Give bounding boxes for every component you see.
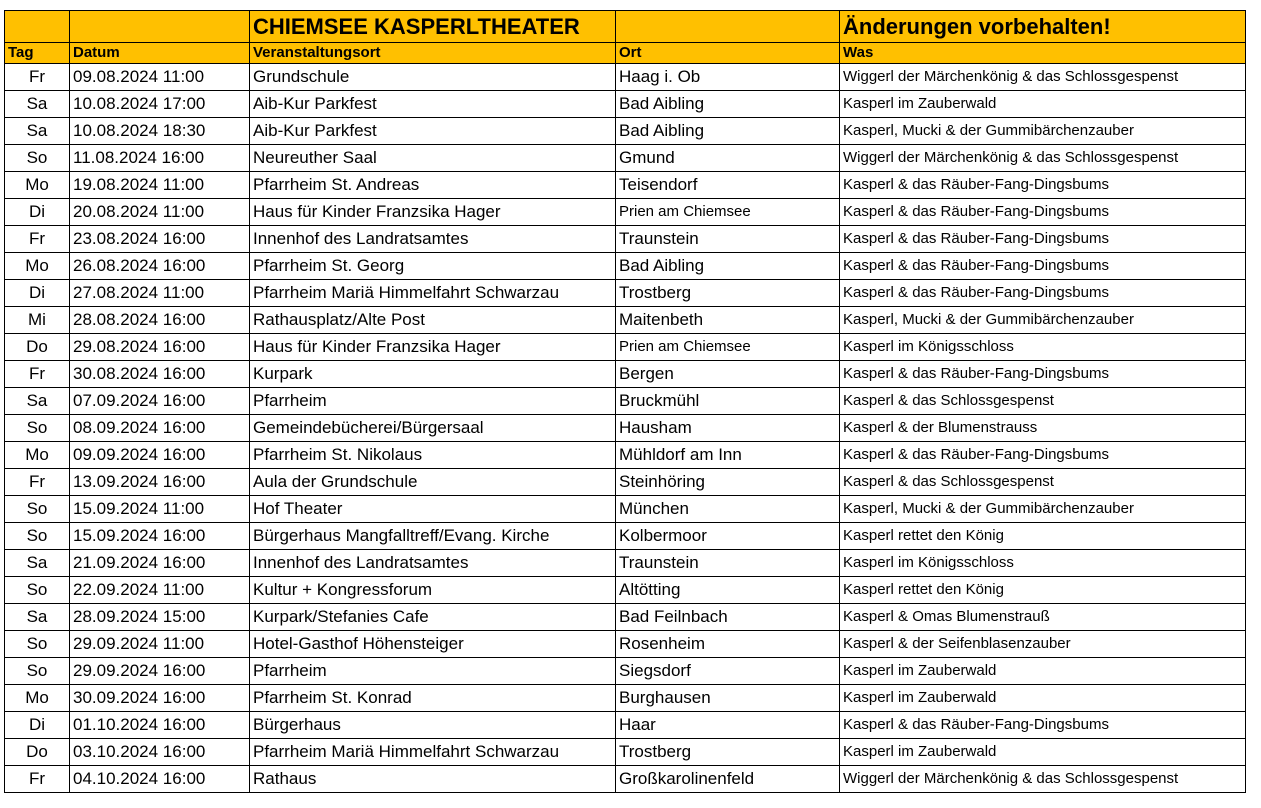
cell-datum[interactable]: 15.09.2024 16:00: [70, 523, 250, 550]
header-was[interactable]: Was: [840, 43, 1246, 64]
cell-datum[interactable]: 03.10.2024 16:00: [70, 739, 250, 766]
cell-veranstaltungsort[interactable]: Grundschule: [250, 64, 616, 91]
cell-ort[interactable]: Gmund: [616, 145, 840, 172]
cell-was[interactable]: Kasperl & das Räuber-Fang-Dingsbums: [840, 442, 1246, 469]
title-blank-cell[interactable]: [616, 11, 840, 43]
table-row: [5, 64, 1246, 91]
cell-veranstaltungsort[interactable]: Gemeindebücherei/Bürgersaal: [250, 415, 616, 442]
cell-ort[interactable]: Kolbermoor: [616, 523, 840, 550]
cell-was[interactable]: Kasperl & das Räuber-Fang-Dingsbums: [840, 712, 1246, 739]
table-row: [5, 307, 1246, 334]
cell-ort[interactable]: Steinhöring: [616, 469, 840, 496]
table-row: [5, 739, 1246, 766]
cell-tag[interactable]: Mo: [5, 685, 70, 712]
cell-tag[interactable]: Sa: [5, 118, 70, 145]
cell-was[interactable]: Kasperl & der Blumenstrauss: [840, 415, 1246, 442]
cell-datum[interactable]: 29.08.2024 16:00: [70, 334, 250, 361]
table-row: [5, 496, 1246, 523]
cell-was[interactable]: Kasperl im Zauberwald: [840, 685, 1246, 712]
cell-veranstaltungsort[interactable]: Kurpark: [250, 361, 616, 388]
cell-ort[interactable]: Haar: [616, 712, 840, 739]
cell-tag[interactable]: Sa: [5, 91, 70, 118]
cell-was[interactable]: Kasperl im Zauberwald: [840, 91, 1246, 118]
cell-ort[interactable]: Trostberg: [616, 739, 840, 766]
cell-tag[interactable]: Fr: [5, 766, 70, 793]
cell-tag[interactable]: So: [5, 577, 70, 604]
cell-tag[interactable]: Di: [5, 712, 70, 739]
cell-ort[interactable]: Bergen: [616, 361, 840, 388]
cell-was[interactable]: Wiggerl der Märchenkönig & das Schlossgespenst: [840, 145, 1246, 172]
cell-veranstaltungsort[interactable]: Innenhof des Landratsamtes: [250, 226, 616, 253]
cell-was[interactable]: Wiggerl der Märchenkönig & das Schlossgespenst: [840, 766, 1246, 793]
cell-veranstaltungsort[interactable]: Kultur + Kongressforum: [250, 577, 616, 604]
cell-veranstaltungsort[interactable]: Pfarrheim St. Georg: [250, 253, 616, 280]
cell-ort[interactable]: Bad Aibling: [616, 91, 840, 118]
header-ort[interactable]: Ort: [616, 43, 840, 64]
cell-veranstaltungsort[interactable]: Rathausplatz/Alte Post: [250, 307, 616, 334]
cell-datum[interactable]: 30.09.2024 16:00: [70, 685, 250, 712]
cell-was[interactable]: Kasperl & das Räuber-Fang-Dingsbums: [840, 226, 1246, 253]
cell-was[interactable]: Kasperl rettet den König: [840, 523, 1246, 550]
table-row: [5, 415, 1246, 442]
cell-tag[interactable]: Fr: [5, 361, 70, 388]
cell-datum[interactable]: 29.09.2024 16:00: [70, 658, 250, 685]
table-row: [5, 388, 1246, 415]
cell-ort[interactable]: Teisendorf: [616, 172, 840, 199]
cell-was[interactable]: Kasperl & der Seifenblasenzauber: [840, 631, 1246, 658]
cell-tag[interactable]: So: [5, 496, 70, 523]
cell-tag[interactable]: Sa: [5, 604, 70, 631]
cell-datum[interactable]: 28.09.2024 15:00: [70, 604, 250, 631]
cell-tag[interactable]: Di: [5, 199, 70, 226]
cell-was[interactable]: Kasperl & das Räuber-Fang-Dingsbums: [840, 280, 1246, 307]
cell-tag[interactable]: Sa: [5, 550, 70, 577]
table-row: [5, 469, 1246, 496]
cell-tag[interactable]: Mi: [5, 307, 70, 334]
cell-veranstaltungsort[interactable]: Haus für Kinder Franzsika Hager: [250, 199, 616, 226]
cell-was[interactable]: Wiggerl der Märchenkönig & das Schlossgespenst: [840, 64, 1246, 91]
table-row: [5, 523, 1246, 550]
cell-was[interactable]: Kasperl im Zauberwald: [840, 739, 1246, 766]
cell-datum[interactable]: 27.08.2024 11:00: [70, 280, 250, 307]
table-row: [5, 685, 1246, 712]
cell-tag[interactable]: Fr: [5, 226, 70, 253]
cell-datum[interactable]: 20.08.2024 11:00: [70, 199, 250, 226]
table-row: [5, 550, 1246, 577]
table-row: [5, 766, 1246, 793]
cell-tag[interactable]: So: [5, 523, 70, 550]
cell-ort[interactable]: Prien am Chiemsee: [616, 199, 840, 226]
title-blank-cell[interactable]: [5, 11, 70, 43]
cell-veranstaltungsort[interactable]: Bürgerhaus Mangfalltreff/Evang. Kirche: [250, 523, 616, 550]
cell-ort[interactable]: Prien am Chiemsee: [616, 334, 840, 361]
cell-ort[interactable]: Mühldorf am Inn: [616, 442, 840, 469]
cell-veranstaltungsort[interactable]: Neureuther Saal: [250, 145, 616, 172]
cell-veranstaltungsort[interactable]: Aib-Kur Parkfest: [250, 118, 616, 145]
cell-tag[interactable]: Fr: [5, 64, 70, 91]
cell-veranstaltungsort[interactable]: Pfarrheim: [250, 658, 616, 685]
title-blank-cell[interactable]: [70, 11, 250, 43]
table-row: [5, 226, 1246, 253]
cell-ort[interactable]: Großkarolinenfeld: [616, 766, 840, 793]
cell-veranstaltungsort[interactable]: Rathaus: [250, 766, 616, 793]
cell-was[interactable]: Kasperl & das Räuber-Fang-Dingsbums: [840, 172, 1246, 199]
cell-was[interactable]: Kasperl, Mucki & der Gummibärchenzauber: [840, 496, 1246, 523]
cell-was[interactable]: Kasperl & das Räuber-Fang-Dingsbums: [840, 199, 1246, 226]
cell-tag[interactable]: Fr: [5, 469, 70, 496]
cell-datum[interactable]: 08.09.2024 16:00: [70, 415, 250, 442]
table-row: [5, 604, 1246, 631]
cell-ort[interactable]: Rosenheim: [616, 631, 840, 658]
cell-was[interactable]: Kasperl & das Schlossgespenst: [840, 388, 1246, 415]
cell-datum[interactable]: 29.09.2024 11:00: [70, 631, 250, 658]
table-row: [5, 442, 1246, 469]
cell-was[interactable]: Kasperl & das Räuber-Fang-Dingsbums: [840, 361, 1246, 388]
cell-datum[interactable]: 13.09.2024 16:00: [70, 469, 250, 496]
cell-was[interactable]: Kasperl & das Räuber-Fang-Dingsbums: [840, 253, 1246, 280]
cell-datum[interactable]: 10.08.2024 18:30: [70, 118, 250, 145]
cell-datum[interactable]: 23.08.2024 16:00: [70, 226, 250, 253]
cell-datum[interactable]: 10.08.2024 17:00: [70, 91, 250, 118]
cell-veranstaltungsort[interactable]: Innenhof des Landratsamtes: [250, 550, 616, 577]
cell-tag[interactable]: Do: [5, 334, 70, 361]
table-row: [5, 334, 1246, 361]
cell-was[interactable]: Kasperl, Mucki & der Gummibärchenzauber: [840, 307, 1246, 334]
table-row: [5, 199, 1246, 226]
table-row: [5, 577, 1246, 604]
cell-datum[interactable]: 09.08.2024 11:00: [70, 64, 250, 91]
table-row: [5, 658, 1246, 685]
cell-was[interactable]: Kasperl rettet den König: [840, 577, 1246, 604]
cell-ort[interactable]: Bruckmühl: [616, 388, 840, 415]
table-row: [5, 145, 1246, 172]
sheet-title[interactable]: CHIEMSEE KASPERLTHEATER: [250, 11, 616, 43]
cell-tag[interactable]: Mo: [5, 172, 70, 199]
schedule-table: [4, 10, 1246, 793]
table-row: [5, 172, 1246, 199]
cell-ort[interactable]: Trostberg: [616, 280, 840, 307]
cell-datum[interactable]: 01.10.2024 16:00: [70, 712, 250, 739]
cell-ort[interactable]: Traunstein: [616, 226, 840, 253]
cell-veranstaltungsort[interactable]: Aib-Kur Parkfest: [250, 91, 616, 118]
header-tag[interactable]: Tag: [5, 43, 70, 64]
cell-ort[interactable]: Bad Aibling: [616, 253, 840, 280]
cell-tag[interactable]: So: [5, 631, 70, 658]
cell-datum[interactable]: 26.08.2024 16:00: [70, 253, 250, 280]
cell-datum[interactable]: 30.08.2024 16:00: [70, 361, 250, 388]
cell-veranstaltungsort[interactable]: Haus für Kinder Franzsika Hager: [250, 334, 616, 361]
title-row: [5, 11, 1246, 43]
cell-was[interactable]: Kasperl & Omas Blumenstrauß: [840, 604, 1246, 631]
cell-veranstaltungsort[interactable]: Hotel-Gasthof Höhensteiger: [250, 631, 616, 658]
table-row: [5, 361, 1246, 388]
cell-ort[interactable]: Haag i. Ob: [616, 64, 840, 91]
cell-datum[interactable]: 21.09.2024 16:00: [70, 550, 250, 577]
cell-datum[interactable]: 04.10.2024 16:00: [70, 766, 250, 793]
cell-veranstaltungsort[interactable]: Kurpark/Stefanies Cafe: [250, 604, 616, 631]
cell-ort[interactable]: Maitenbeth: [616, 307, 840, 334]
header-veranstaltungsort[interactable]: Veranstaltungsort: [250, 43, 616, 64]
cell-datum[interactable]: 19.08.2024 11:00: [70, 172, 250, 199]
cell-tag[interactable]: Di: [5, 280, 70, 307]
cell-was[interactable]: Kasperl im Königsschloss: [840, 334, 1246, 361]
table-row: [5, 280, 1246, 307]
cell-ort[interactable]: Siegsdorf: [616, 658, 840, 685]
table-row: [5, 631, 1246, 658]
cell-datum[interactable]: 22.09.2024 11:00: [70, 577, 250, 604]
cell-tag[interactable]: So: [5, 415, 70, 442]
cell-datum[interactable]: 11.08.2024 16:00: [70, 145, 250, 172]
cell-datum[interactable]: 15.09.2024 11:00: [70, 496, 250, 523]
cell-ort[interactable]: Traunstein: [616, 550, 840, 577]
table-row: [5, 91, 1246, 118]
cell-was[interactable]: Kasperl im Zauberwald: [840, 658, 1246, 685]
changes-notice[interactable]: Änderungen vorbehalten!: [840, 11, 1246, 43]
cell-ort[interactable]: Burghausen: [616, 685, 840, 712]
cell-ort[interactable]: Bad Aibling: [616, 118, 840, 145]
cell-veranstaltungsort[interactable]: Pfarrheim Mariä Himmelfahrt Schwarzau: [250, 280, 616, 307]
cell-tag[interactable]: Mo: [5, 442, 70, 469]
cell-datum[interactable]: 09.09.2024 16:00: [70, 442, 250, 469]
cell-veranstaltungsort[interactable]: Pfarrheim Mariä Himmelfahrt Schwarzau: [250, 739, 616, 766]
header-datum[interactable]: Datum: [70, 43, 250, 64]
cell-ort[interactable]: München: [616, 496, 840, 523]
header-row: [5, 43, 1246, 64]
cell-ort[interactable]: Bad Feilnbach: [616, 604, 840, 631]
cell-veranstaltungsort[interactable]: Aula der Grundschule: [250, 469, 616, 496]
cell-veranstaltungsort[interactable]: Hof Theater: [250, 496, 616, 523]
table-row: [5, 118, 1246, 145]
cell-tag[interactable]: Sa: [5, 388, 70, 415]
cell-ort[interactable]: Altötting: [616, 577, 840, 604]
cell-veranstaltungsort[interactable]: Pfarrheim St. Nikolaus: [250, 442, 616, 469]
cell-datum[interactable]: 28.08.2024 16:00: [70, 307, 250, 334]
cell-was[interactable]: Kasperl & das Schlossgespenst: [840, 469, 1246, 496]
cell-tag[interactable]: Mo: [5, 253, 70, 280]
cell-tag[interactable]: So: [5, 145, 70, 172]
cell-datum[interactable]: 07.09.2024 16:00: [70, 388, 250, 415]
cell-tag[interactable]: So: [5, 658, 70, 685]
cell-was[interactable]: Kasperl im Königsschloss: [840, 550, 1246, 577]
cell-veranstaltungsort[interactable]: Pfarrheim St. Andreas: [250, 172, 616, 199]
cell-tag[interactable]: Do: [5, 739, 70, 766]
cell-ort[interactable]: Hausham: [616, 415, 840, 442]
table-row: [5, 712, 1246, 739]
cell-veranstaltungsort[interactable]: Pfarrheim: [250, 388, 616, 415]
cell-veranstaltungsort[interactable]: Bürgerhaus: [250, 712, 616, 739]
cell-veranstaltungsort[interactable]: Pfarrheim St. Konrad: [250, 685, 616, 712]
table-row: [5, 253, 1246, 280]
cell-was[interactable]: Kasperl, Mucki & der Gummibärchenzauber: [840, 118, 1246, 145]
